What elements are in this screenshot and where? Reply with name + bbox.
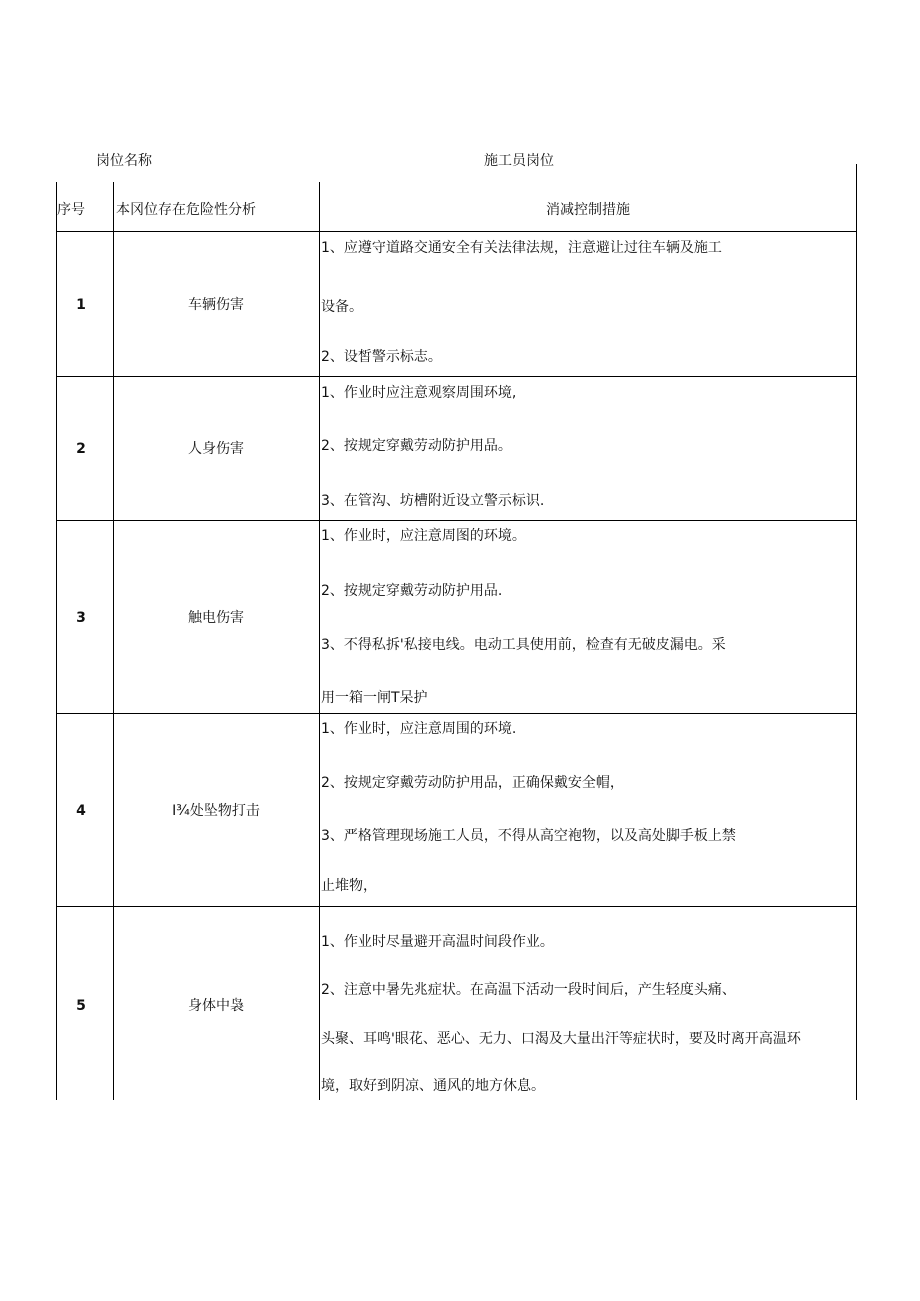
measure-line: 境，取好到阴凉、通风的地方休息。 xyxy=(321,1078,545,1094)
row-seq: 4 xyxy=(76,803,86,819)
column-header-seq: 序号 xyxy=(57,202,85,218)
measure-line: 止堆物， xyxy=(321,878,377,894)
measure-line: 3、不得私拆'私接电线。电动工具使用前，检查有无破皮漏电。采 xyxy=(321,637,726,653)
measure-line: 2、设皙警示标志。 xyxy=(321,349,442,365)
measure-line: 3、在管沟、坊槽附近设立警示标识. xyxy=(321,493,545,509)
grid-line xyxy=(56,182,57,1100)
column-header-hazard: 本冈位存在危险性分析 xyxy=(116,202,256,218)
grid-line xyxy=(319,182,320,1100)
column-header-measures: 消减控制措施 xyxy=(546,202,630,218)
measure-line: 2、按规定穿戴劳动防护用品. xyxy=(321,583,503,599)
row-hazard: 触电伤害 xyxy=(188,610,244,626)
grid-line xyxy=(56,906,857,907)
row-seq: 2 xyxy=(76,441,86,457)
measure-line: 3、严格管理现场施工人员，不得从高空袍物，以及高处脚手板上禁 xyxy=(321,828,736,844)
grid-line xyxy=(113,182,114,1100)
measure-line: 头聚、耳鸣'眼花、恶心、无力、口渴及大量出汗等症状时，要及时离开高温环 xyxy=(321,1031,801,1047)
grid-line xyxy=(856,164,857,1100)
measure-line: 1、应遵守道路交通安全有关法律法规，注意避让过往车辆及施工 xyxy=(321,240,722,256)
measure-line: 用一箱一闸T呆护 xyxy=(321,690,428,706)
row-seq: 3 xyxy=(76,610,86,626)
measure-line: 2、按规定穿戴劳动防护用品。 xyxy=(321,438,512,454)
measure-line: 1、作业时，应注意周图的环境。 xyxy=(321,528,526,544)
measure-line: 1、作业时，应注意周围的环境. xyxy=(321,721,517,737)
position-name-value: 施工员岗位 xyxy=(484,153,554,169)
position-name-label: 岗位名称 xyxy=(96,153,152,169)
row-hazard: I¾处坠物打击 xyxy=(172,803,260,819)
measure-line: 2、注意中暑先兆症状。在高温下活动一段时间后，产生轻度头痛、 xyxy=(321,982,736,998)
row-seq: 1 xyxy=(76,297,86,313)
measure-line: 设备。 xyxy=(321,299,363,315)
grid-line xyxy=(56,376,857,377)
row-hazard: 人身伤害 xyxy=(188,441,244,457)
grid-line xyxy=(56,713,857,714)
measure-line: 1、作业时应注意观察周围环境, xyxy=(321,385,517,401)
measure-line: 2、按规定穿戴劳动防护用品，正确保戴安全帽， xyxy=(321,775,624,791)
row-hazard: 车辆伤害 xyxy=(188,297,244,313)
grid-line xyxy=(56,231,857,232)
grid-line xyxy=(56,520,857,521)
row-seq: 5 xyxy=(76,998,86,1014)
row-hazard: 身体中袅 xyxy=(188,998,244,1014)
measure-line: 1、作业时尽量避开高温时间段作业。 xyxy=(321,934,554,950)
